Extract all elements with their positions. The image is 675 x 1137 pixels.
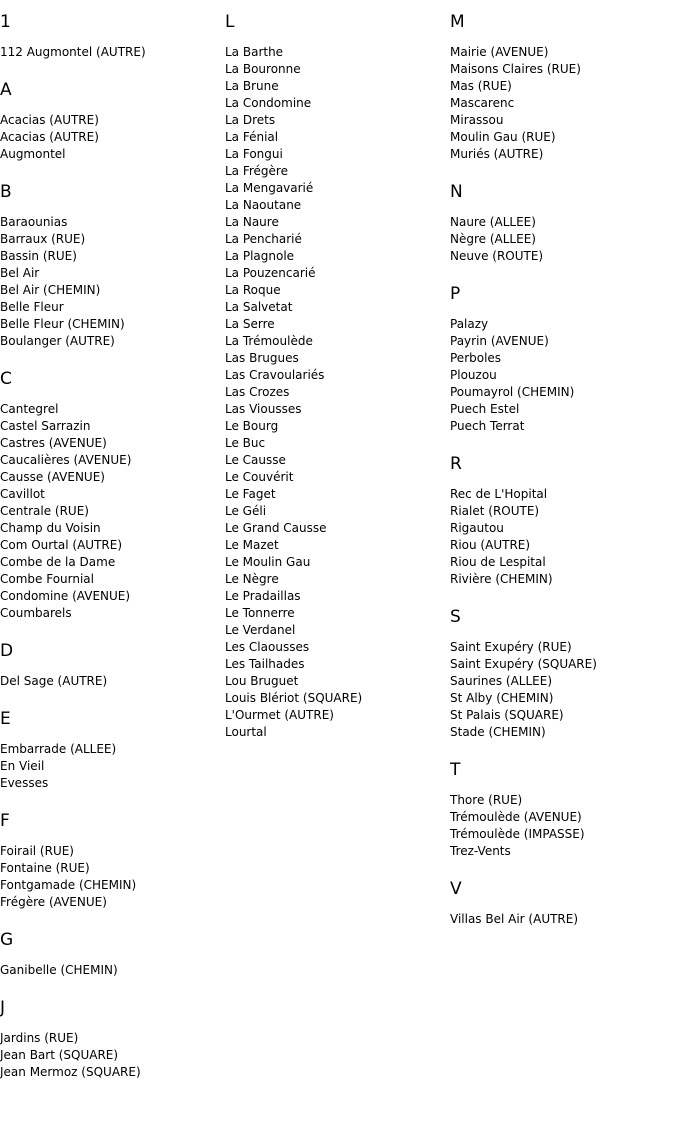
letter-section [450, 607, 670, 741]
street-name: Lourtal [225, 725, 267, 739]
letter-section [0, 12, 220, 61]
street-name: Puech Estel [450, 402, 520, 416]
street-name: Del Sage (AUTRE) [0, 674, 108, 688]
street-name: Causse (AVENUE) [0, 470, 105, 484]
street-name: Rialet (ROUTE) [450, 504, 540, 518]
letter-heading: D [0, 641, 14, 661]
street-name: Trez-Vents [450, 844, 511, 858]
street-name: Coumbarels [0, 606, 72, 620]
letter-heading: V [450, 879, 462, 899]
letter-section [0, 80, 220, 163]
street-name: La Salvetat [225, 300, 293, 314]
street-name: En Vieil [0, 759, 45, 773]
letter-heading: C [0, 369, 12, 389]
street-name: Barraux (RUE) [0, 232, 86, 246]
street-name: La Pencharié [225, 232, 302, 246]
street-name: Les Claousses [225, 640, 310, 654]
street-list [0, 673, 220, 690]
street-name: La Roque [225, 283, 281, 297]
street-name: Cavillot [0, 487, 45, 501]
street-name: La Serre [225, 317, 275, 331]
street-name: Poumayrol (CHEMIN) [450, 385, 575, 399]
street-name: Saurines (ALLEE) [450, 674, 553, 688]
street-name: La Brune [225, 79, 279, 93]
street-name: Cantegrel [0, 402, 59, 416]
street-name: Augmontel [0, 147, 66, 161]
street-name: Saint Exupéry (RUE) [450, 640, 572, 654]
street-name: Le Mazet [225, 538, 279, 552]
street-name: Combe Fournial [0, 572, 94, 586]
letter-heading: F [0, 811, 10, 831]
letter-heading: R [450, 454, 462, 474]
street-index-column-1 [0, 0, 220, 1081]
street-name: Maisons Claires (RUE) [450, 62, 581, 76]
letter-section [0, 998, 220, 1081]
letter-heading: J [0, 998, 6, 1018]
street-index-column-2 [225, 0, 445, 741]
street-name: Centrale (RUE) [0, 504, 89, 518]
street-name: Acacias (AUTRE) [0, 113, 99, 127]
letter-section [0, 811, 220, 911]
street-name: Thore (RUE) [450, 793, 523, 807]
letter-section [450, 12, 670, 163]
street-list [450, 316, 670, 435]
street-name: La Mengavarié [225, 181, 314, 195]
street-list [450, 44, 670, 163]
street-name: Las Crozes [225, 385, 290, 399]
street-name: Trémoulède (AVENUE) [450, 810, 582, 824]
street-name: La Frégère [225, 164, 288, 178]
street-name: Castres (AVENUE) [0, 436, 107, 450]
letter-heading: P [450, 284, 461, 304]
street-name: Condomine (AVENUE) [0, 589, 131, 603]
street-name: Mas (RUE) [450, 79, 512, 93]
street-name: Mascarenc [450, 96, 515, 110]
letter-heading: T [450, 760, 461, 780]
street-name: Embarrade (ALLEE) [0, 742, 117, 756]
street-name: Baraounias [0, 215, 68, 229]
street-name: Fontaine (RUE) [0, 861, 90, 875]
street-name: Le Faget [225, 487, 276, 501]
street-list [0, 44, 220, 61]
street-name: Neuve (ROUTE) [450, 249, 544, 263]
street-name: Rigautou [450, 521, 504, 535]
street-name: Acacias (AUTRE) [0, 130, 99, 144]
letter-section [450, 760, 670, 860]
street-name: Evesses [0, 776, 49, 790]
street-name: Perboles [450, 351, 502, 365]
street-list [0, 741, 220, 792]
letter-section [0, 930, 220, 979]
letter-section [0, 182, 220, 350]
letter-section [0, 369, 220, 622]
street-name: Mirassou [450, 113, 504, 127]
street-name: Ganibelle (CHEMIN) [0, 963, 118, 977]
street-name: Champ du Voisin [0, 521, 101, 535]
letter-heading: M [450, 12, 465, 32]
street-name: La Naure [225, 215, 279, 229]
street-name: Trémoulède (IMPASSE) [450, 827, 585, 841]
street-name: Belle Fleur (CHEMIN) [0, 317, 125, 331]
letter-section [450, 284, 670, 435]
street-list [0, 962, 220, 979]
street-name: La Bouronne [225, 62, 301, 76]
letter-heading: 1 [0, 12, 11, 32]
street-name: Castel Sarrazin [0, 419, 91, 433]
street-name: Las Viousses [225, 402, 302, 416]
street-name: La Plagnole [225, 249, 295, 263]
street-name: St Alby (CHEMIN) [450, 691, 554, 705]
street-name: 112 Augmontel (AUTRE) [0, 45, 146, 59]
street-name: La Trémoulède [225, 334, 313, 348]
street-name: Rec de L'Hopital [450, 487, 548, 501]
letter-section [450, 879, 670, 928]
street-list [0, 214, 220, 350]
street-name: Le Pradaillas [225, 589, 301, 603]
street-name: Payrin (AVENUE) [450, 334, 549, 348]
street-name: La Naoutane [225, 198, 302, 212]
letter-heading: G [0, 930, 14, 950]
street-name: Le Bourg [225, 419, 279, 433]
street-name: Bel Air (CHEMIN) [0, 283, 101, 297]
street-name: Louis Blériot (SQUARE) [225, 691, 363, 705]
street-list [0, 401, 220, 622]
street-name: Le Causse [225, 453, 286, 467]
street-name: Jardins (RUE) [0, 1031, 79, 1045]
street-name: Le Grand Causse [225, 521, 327, 535]
street-list [0, 843, 220, 911]
street-name: Naure (ALLEE) [450, 215, 536, 229]
street-name: La Fongui [225, 147, 283, 161]
street-name: Plouzou [450, 368, 497, 382]
letter-section [0, 641, 220, 690]
street-name: Mairie (AVENUE) [450, 45, 549, 59]
street-name: Riou (AUTRE) [450, 538, 531, 552]
street-name: Las Cravoulariés [225, 368, 325, 382]
street-name: Palazy [450, 317, 489, 331]
street-name: Riou de Lespital [450, 555, 546, 569]
street-list [450, 639, 670, 741]
street-name: Le Buc [225, 436, 266, 450]
street-name: La Drets [225, 113, 276, 127]
street-name: Caucalières (AVENUE) [0, 453, 132, 467]
street-name: Jean Mermoz (SQUARE) [0, 1065, 141, 1079]
street-list [450, 486, 670, 588]
street-list [0, 112, 220, 163]
street-name: St Palais (SQUARE) [450, 708, 564, 722]
street-name: Muriés (AUTRE) [450, 147, 544, 161]
street-list [225, 44, 445, 741]
street-name: Bassin (RUE) [0, 249, 77, 263]
street-name: Le Nègre [225, 572, 279, 586]
street-name: Le Verdanel [225, 623, 296, 637]
street-name: Combe de la Dame [0, 555, 116, 569]
street-name: L'Ourmet (AUTRE) [225, 708, 334, 722]
letter-section [450, 454, 670, 588]
street-name: Belle Fleur [0, 300, 64, 314]
street-name: Puech Terrat [450, 419, 525, 433]
street-list [450, 911, 670, 928]
letter-section [0, 709, 220, 792]
street-name: Rivière (CHEMIN) [450, 572, 553, 586]
street-name: La Fénial [225, 130, 279, 144]
street-name: Boulanger (AUTRE) [0, 334, 115, 348]
street-name: La Condomine [225, 96, 312, 110]
street-name: Le Moulin Gau [225, 555, 311, 569]
street-name: Frégère (AVENUE) [0, 895, 107, 909]
street-name: Le Tonnerre [225, 606, 295, 620]
letter-heading: B [0, 182, 12, 202]
street-name: Lou Bruguet [225, 674, 299, 688]
street-name: Le Couvérit [225, 470, 294, 484]
letter-heading: L [225, 12, 235, 32]
letter-section [450, 182, 670, 265]
street-list [450, 792, 670, 860]
letter-section [225, 12, 445, 741]
letter-heading: S [450, 607, 461, 627]
street-name: Jean Bart (SQUARE) [0, 1048, 119, 1062]
letter-heading: E [0, 709, 11, 729]
letter-heading: N [450, 182, 463, 202]
street-index-column-3 [450, 0, 670, 928]
street-name: Fontgamade (CHEMIN) [0, 878, 137, 892]
street-name: Moulin Gau (RUE) [450, 130, 556, 144]
street-name: Nègre (ALLEE) [450, 232, 536, 246]
street-name: Villas Bel Air (AUTRE) [450, 912, 579, 926]
street-name: Las Brugues [225, 351, 299, 365]
street-name: Foirail (RUE) [0, 844, 74, 858]
street-name: Saint Exupéry (SQUARE) [450, 657, 597, 671]
street-name: Les Tailhades [225, 657, 305, 671]
street-list [0, 1030, 220, 1081]
street-name: Le Géli [225, 504, 267, 518]
street-name: La Pouzencarié [225, 266, 316, 280]
letter-heading: A [0, 80, 12, 100]
street-name: Com Ourtal (AUTRE) [0, 538, 123, 552]
street-name: La Barthe [225, 45, 284, 59]
street-list [450, 214, 670, 265]
street-name: Bel Air [0, 266, 40, 280]
street-name: Stade (CHEMIN) [450, 725, 546, 739]
